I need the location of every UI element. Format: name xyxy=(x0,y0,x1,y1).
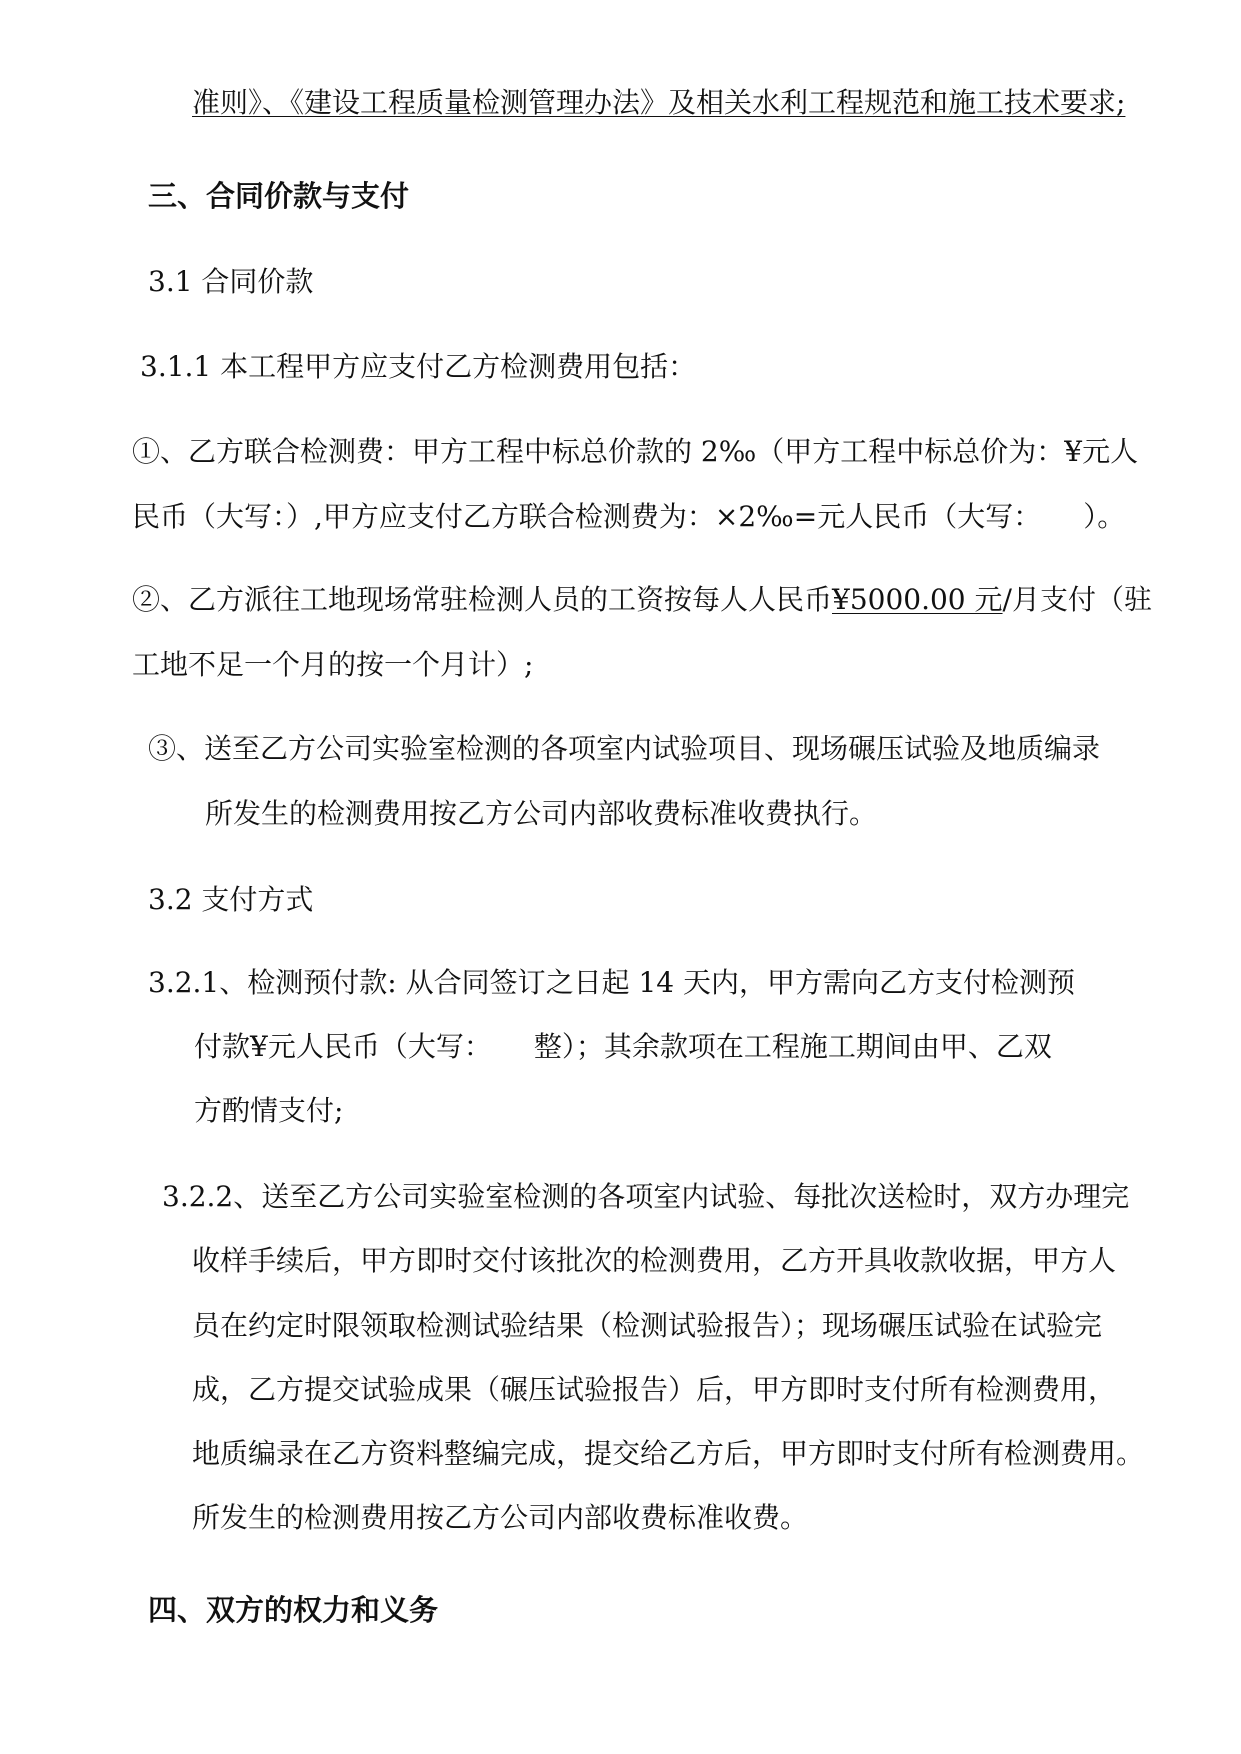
clause-3-2-2-line-5: 地质编录在乙方资料整编完成，提交给乙方后，甲方即时支付所有检测费用。 xyxy=(192,1437,1145,1470)
standards-line: 准则》、《建设工程质量检测管理办法》及相关水利工程规范和施工技术要求; xyxy=(192,86,1126,119)
clause-3-2-2-line-3: 员在约定时限领取检测试验结果（检测试验报告）；现场碾压试验在试验完 xyxy=(192,1309,1103,1342)
item-3-line-2: 所发生的检测费用按乙方公司内部收费标准收费执行。 xyxy=(205,797,878,830)
clause-3-2-2-line-1: 3.2.2、送至乙方公司实验室检测的各项室内试验、每批次送检时，双方办理完 xyxy=(162,1180,1130,1213)
clause-3-2-1-line-1: 3.2.1、检测预付款: 从合同签订之日起 14 天内，甲方需向乙方支付检测预 xyxy=(148,966,1076,999)
clause-3-2-title: 3.2 支付方式 xyxy=(148,883,314,916)
clause-3-2-2-line-2: 收样手续后，甲方即时交付该批次的检测费用，乙方开具收款收据，甲方人 xyxy=(192,1244,1117,1277)
section-3-title: 三、合同价款与支付 xyxy=(148,179,410,213)
clause-3-2-1-line-2: 付款¥元人民币（大写： 整）；其余款项在工程施工期间由甲、乙双 xyxy=(194,1030,1052,1063)
item-1-line-2: 民币（大写：）,甲方应支付乙方联合检测费为：×2‰=元人民币（大写： ）。 xyxy=(132,500,1126,533)
item-2-line-1 xyxy=(132,580,1152,620)
clause-3-1-1: 3.1.1 本工程甲方应支付乙方检测费用包括： xyxy=(140,350,697,383)
clause-3-2-2-line-6: 所发生的检测费用按乙方公司内部收费标准收费。 xyxy=(192,1501,809,1534)
item-2-line-2: 工地不足一个月的按一个月计）; xyxy=(132,648,534,681)
section-4-title: 四、双方的权力和义务 xyxy=(148,1593,439,1627)
item-2-text-tail: /月支付（驻 xyxy=(1002,583,1152,616)
monthly-wage-amount: ¥5000.00 元 xyxy=(832,583,1003,616)
clause-3-2-2-line-4: 成，乙方提交试验成果（碾压试验报告）后，甲方即时支付所有检测费用， xyxy=(192,1373,1117,1406)
item-3-line-1: ③、送至乙方公司实验室检测的各项室内试验项目、现场碾压试验及地质编录 xyxy=(148,732,1101,765)
item-2-text: ②、乙方派往工地现场常驻检测人员的工资按每人人民币 xyxy=(132,583,833,616)
clause-3-1-title: 3.1 合同价款 xyxy=(148,265,314,298)
item-1-line-1: ①、乙方联合检测费：甲方工程中标总价款的 2‰（甲方工程中标总价为：¥元人 xyxy=(132,435,1139,468)
clause-3-2-1-line-3: 方酌情支付; xyxy=(194,1094,344,1127)
